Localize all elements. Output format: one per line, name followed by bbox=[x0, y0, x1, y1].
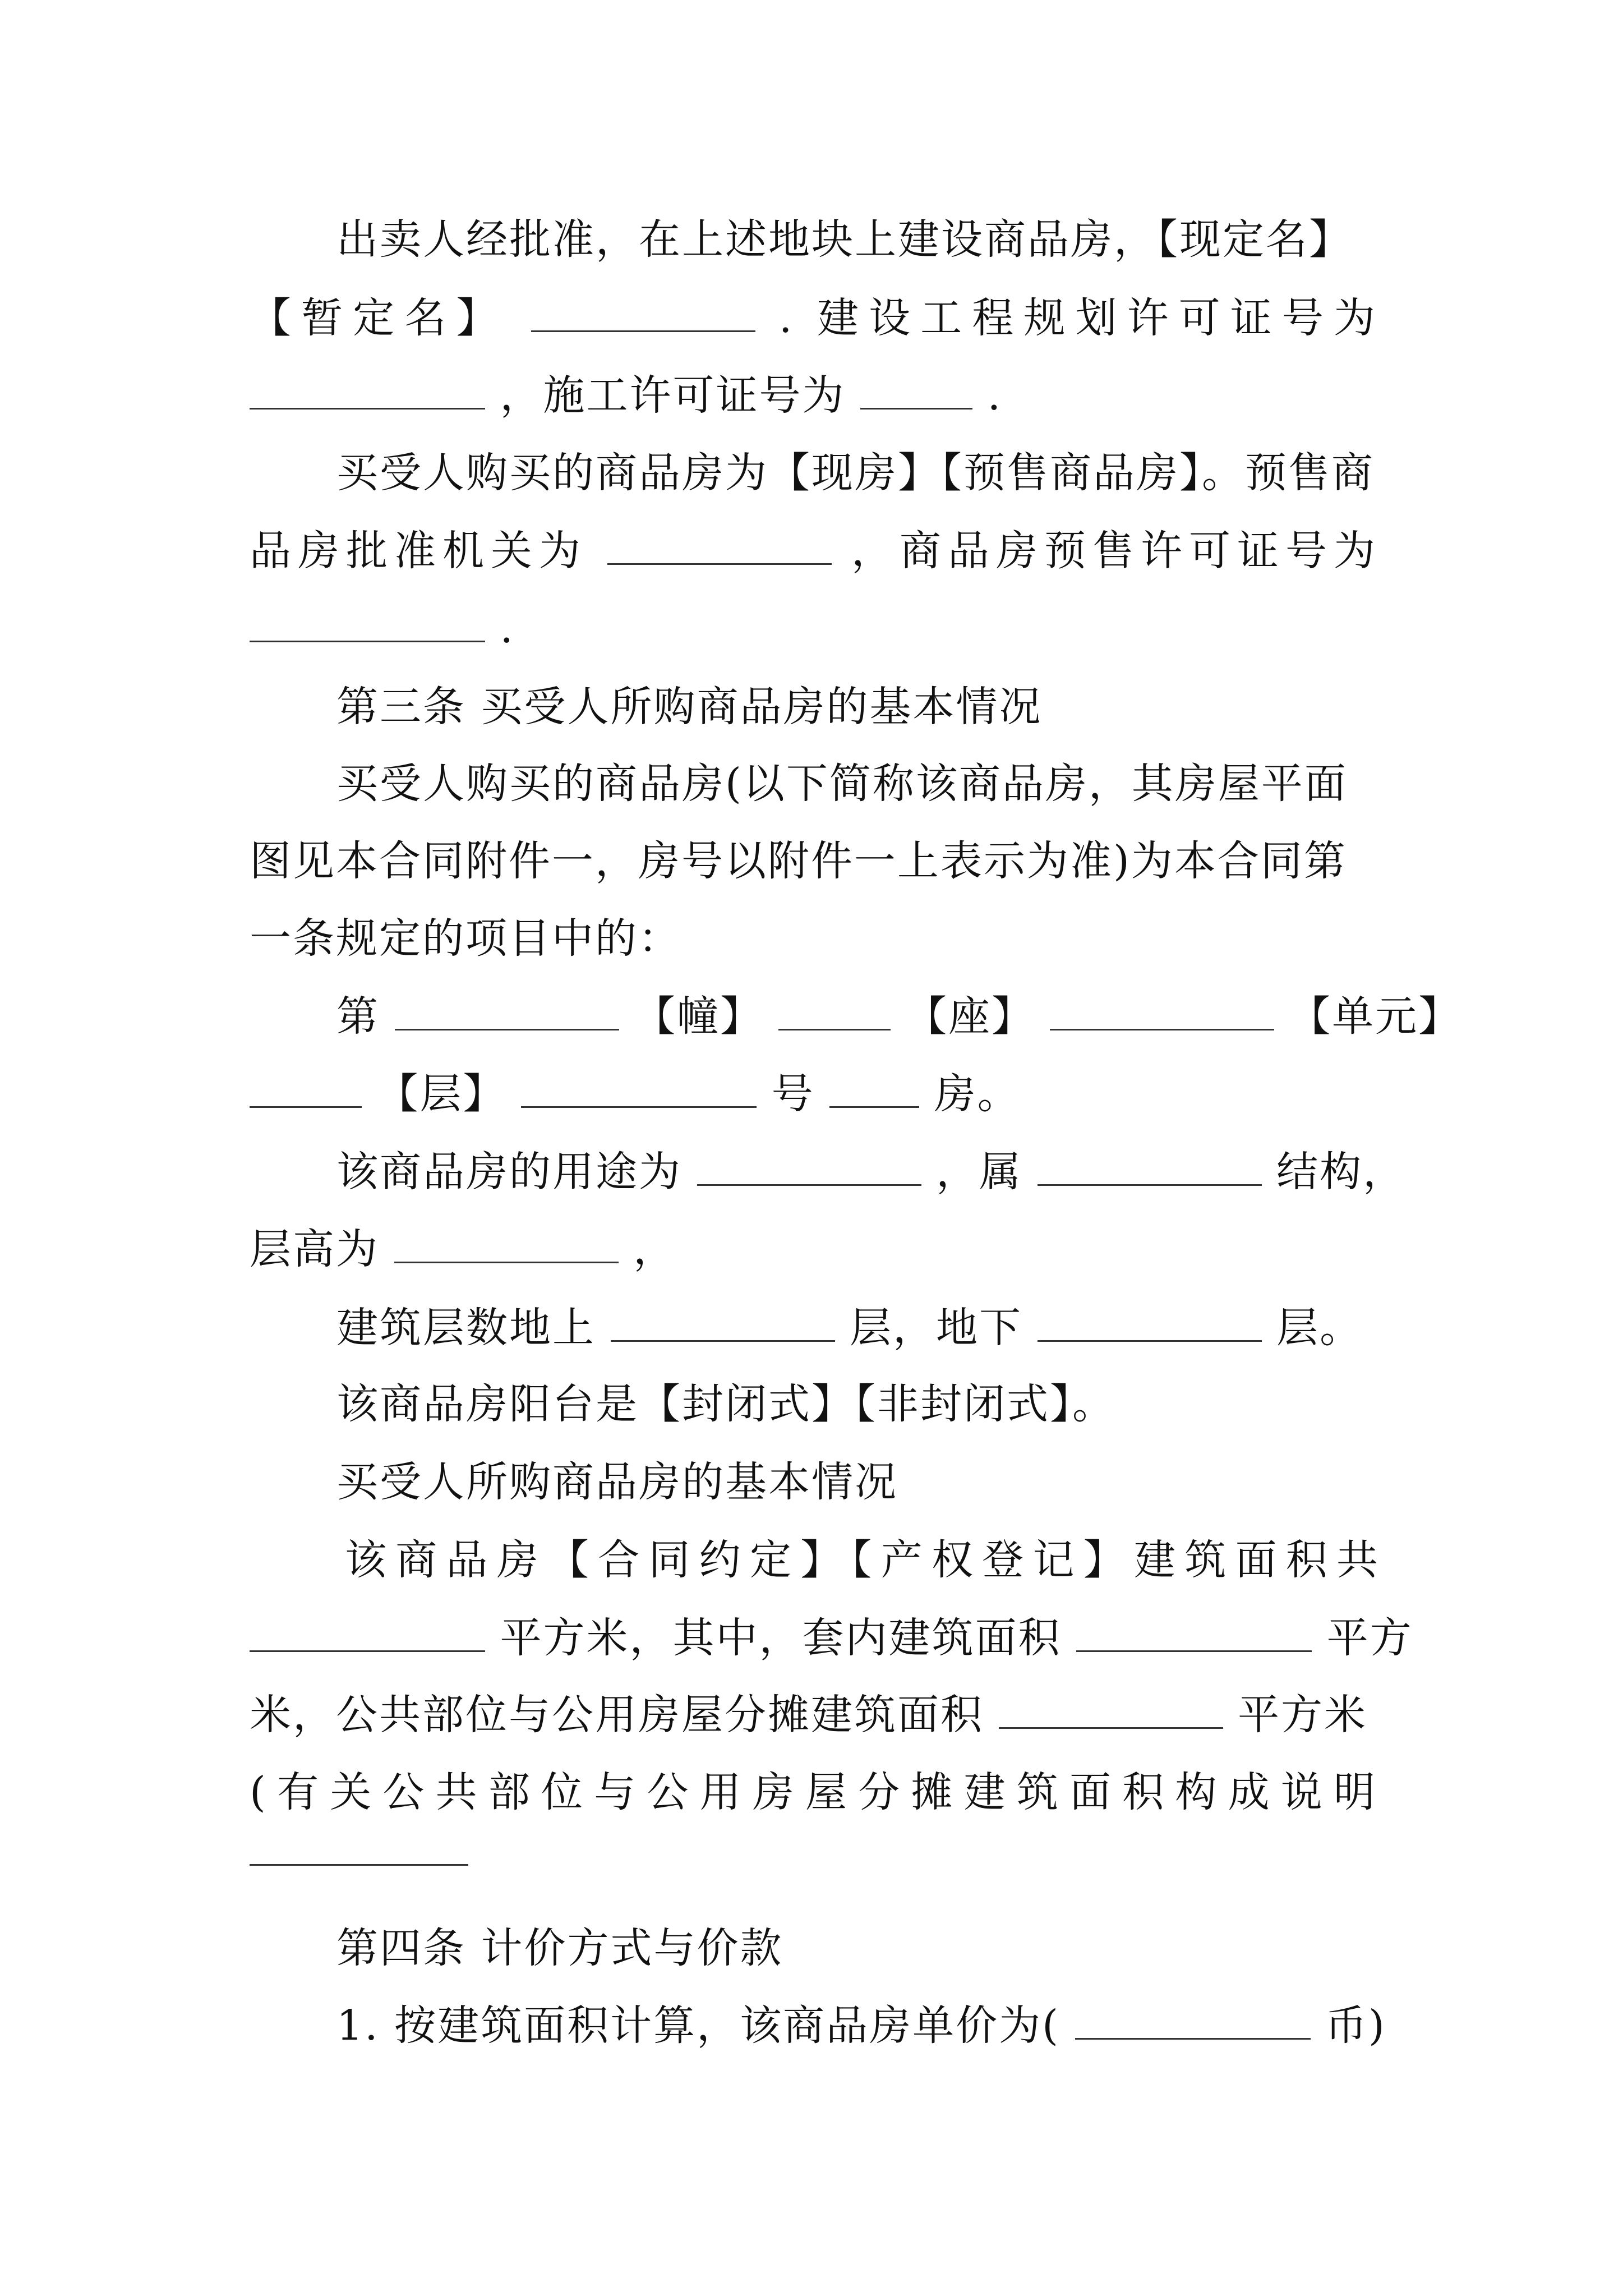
blank-field bbox=[250, 1617, 485, 1652]
text-segment: 币) bbox=[1325, 2001, 1386, 2050]
text-segment: 层高为 bbox=[250, 1225, 379, 1273]
blank-field bbox=[250, 374, 485, 409]
text-segment: 米，公共部位与公用房屋分摊建筑面积 bbox=[250, 1691, 984, 1739]
paragraph-line bbox=[336, 1365, 1380, 1443]
blank-field bbox=[611, 1306, 835, 1342]
blank-field bbox=[697, 1151, 921, 1186]
text-segment: ， bbox=[633, 1225, 677, 1273]
paragraph-line bbox=[250, 1676, 1377, 1754]
blank-field bbox=[1076, 1617, 1312, 1652]
blank-field bbox=[250, 1864, 468, 1866]
text-segment: ，商品房预售许可证号为 bbox=[851, 527, 1377, 575]
text-segment: 该商品房的用途为 bbox=[336, 1148, 682, 1196]
text-segment: 房。 bbox=[934, 1070, 1021, 1118]
blank-field bbox=[1050, 995, 1274, 1030]
text-segment: 【单元】 bbox=[1289, 992, 1462, 1041]
text-segment: . 建设工程规划许可证号为 bbox=[778, 294, 1377, 342]
paragraph-line bbox=[336, 434, 1380, 512]
text-segment: 层，地下 bbox=[850, 1304, 1023, 1352]
text-segment: 【幢】 bbox=[634, 992, 764, 1041]
paragraph-line bbox=[336, 1289, 1380, 1367]
blank-field bbox=[607, 530, 832, 565]
text-segment: . bbox=[987, 371, 1003, 420]
text-segment: 一条规定的项目中的： bbox=[250, 914, 681, 963]
text-segment: (有关公共部位与公用房屋分摊建筑面积构成说明 bbox=[250, 1768, 1377, 1816]
text-segment: 建筑层数地上 bbox=[336, 1304, 596, 1352]
blank-field bbox=[1038, 1151, 1262, 1186]
blank-field bbox=[250, 1073, 362, 1108]
paragraph-line bbox=[250, 1055, 1377, 1133]
text-segment: 第 bbox=[336, 992, 380, 1041]
section-heading bbox=[336, 1909, 1380, 1987]
blank-field bbox=[521, 1073, 757, 1108]
blank-field bbox=[250, 607, 485, 642]
paragraph-line bbox=[250, 899, 1377, 978]
text-segment: 买受人所购商品房的基本情况 bbox=[336, 1458, 898, 1506]
text-segment: 买受人购买的商品房为【现房】【预售商品房】。预售商 bbox=[336, 449, 1375, 497]
text-segment: 层。 bbox=[1276, 1304, 1363, 1352]
text-segment: 该商品房阳台是【封闭式】【非封闭式】。 bbox=[336, 1380, 1115, 1428]
paragraph-line bbox=[250, 589, 1377, 668]
text-segment: 出卖人经批准，在上述地块上建设商品房，【现定名】 bbox=[336, 215, 1352, 264]
text-segment: 【层】 bbox=[376, 1070, 506, 1118]
text-segment: 号 bbox=[771, 1070, 815, 1118]
paragraph-line bbox=[336, 977, 1462, 1056]
paragraph-line bbox=[250, 279, 1377, 357]
blank-field bbox=[394, 1228, 619, 1263]
text-segment: 第四条 计价方式与价款 bbox=[336, 1924, 783, 1972]
text-segment: 第三条 买受人所购商品房的基本情况 bbox=[336, 683, 1043, 731]
text-segment: 平方 bbox=[1326, 1614, 1413, 1662]
text-segment: 品房批准机关为 bbox=[250, 527, 587, 575]
text-segment: 1. 按建筑面积计算，该商品房单价为( bbox=[336, 2001, 1060, 2050]
blank-field bbox=[1075, 2004, 1311, 2040]
section-heading bbox=[336, 668, 1380, 746]
blank-field bbox=[1038, 1306, 1262, 1342]
paragraph-line bbox=[250, 1599, 1413, 1677]
text-segment: 买受人购买的商品房(以下简称该商品房，其房屋平面 bbox=[336, 760, 1348, 808]
blank-field bbox=[395, 995, 619, 1030]
paragraph-line bbox=[250, 1753, 1377, 1832]
paragraph-line bbox=[336, 200, 1380, 279]
paragraph-line bbox=[250, 822, 1377, 900]
text-segment: 平方米，其中，套内建筑面积 bbox=[500, 1614, 1062, 1662]
blank-field bbox=[860, 374, 972, 409]
text-segment: 【暂定名】 bbox=[250, 294, 508, 342]
text-segment: . bbox=[500, 604, 515, 652]
blank-field bbox=[531, 297, 755, 332]
text-segment: ，施工许可证号为 bbox=[500, 371, 846, 420]
paragraph-line bbox=[336, 1986, 1386, 2065]
text-segment: 结构， bbox=[1276, 1148, 1407, 1196]
paragraph-line bbox=[336, 1133, 1407, 1211]
text-segment: 平方米 bbox=[1238, 1691, 1368, 1739]
paragraph-line bbox=[336, 744, 1380, 823]
text-segment: 该商品房【合同约定】【产权登记】建筑面积共 bbox=[345, 1536, 1380, 1584]
text-segment: ，属 bbox=[936, 1148, 1023, 1196]
text-segment: 【座】 bbox=[905, 992, 1035, 1041]
paragraph-line bbox=[345, 1521, 1380, 1599]
text-segment: 图见本合同附件一，房号以附件一上表示为准)为本合同第 bbox=[250, 837, 1347, 885]
blank-field bbox=[999, 1694, 1223, 1729]
paragraph-line bbox=[250, 356, 1377, 435]
paragraph-line bbox=[250, 512, 1377, 590]
blank-field bbox=[778, 995, 891, 1030]
paragraph-line bbox=[336, 1443, 1380, 1521]
paragraph-line bbox=[250, 1210, 1377, 1289]
blank-field bbox=[829, 1073, 919, 1108]
